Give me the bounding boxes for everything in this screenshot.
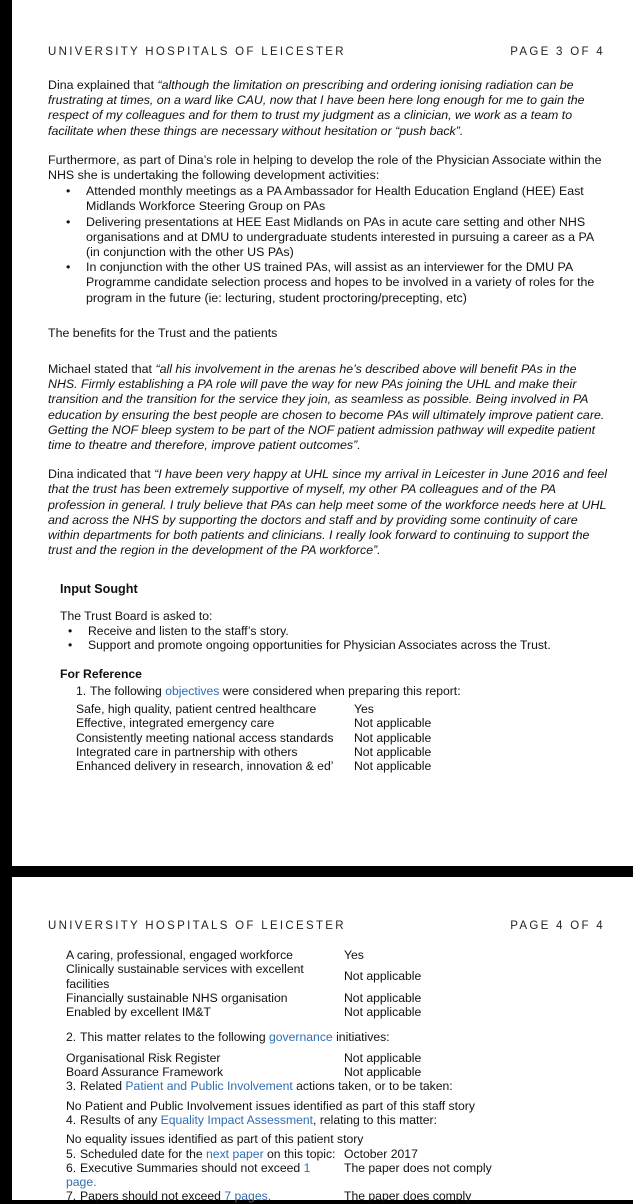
objective-label: Effective, integrated emergency care [76, 716, 275, 731]
table-row [66, 1005, 421, 1019]
page-body [48, 78, 609, 774]
governance-table [66, 1051, 421, 1080]
objective-value: Not applicable [344, 1005, 422, 1020]
table-row [66, 948, 421, 962]
objective-label: Safe, high quality, patient centred healthcare [76, 702, 317, 717]
reference-4-answer: No equality issues identified as part of this patient story [66, 1132, 364, 1147]
table-row [66, 962, 421, 991]
header-page-number: PAGE 4 OF 4 [510, 920, 605, 932]
reference-item-4 [66, 1113, 609, 1127]
reference-number: 6. [66, 1160, 77, 1175]
reference-number: 1. [76, 683, 87, 698]
paragraph-lead: Dina indicated that [48, 467, 155, 482]
reference-text [66, 1147, 344, 1161]
objective-value: Yes [344, 948, 364, 962]
reference-text: Results of any [80, 1112, 161, 1127]
input-sought-heading: Input Sought [60, 582, 138, 597]
objective-label: Clinically sustainable services with excellent facilities [66, 962, 304, 991]
reference-text: , relating to this matter: [313, 1112, 438, 1127]
paragraph-quote: “all his involvement in the arenas he’s described above will benefit PAs in the NHS. Firmly establishing a PA role will pave the way for new PAs joining the UHL and make their transition and the transition for the service they join, as seamless as possible. Being involved in PA education by ensuring the best people are chosen to become PAs will ultimately improve patient care. Getting the NOF bleep system to be part of the NOF patient admission pathway will expedite patient time to theatre and therefore, improve patient outcomes”. [48, 362, 605, 453]
reference-text: actions taken, or to be taken: [292, 1079, 453, 1094]
paragraph-dina-explained [48, 78, 609, 139]
reference-item-2 [66, 1030, 609, 1044]
table-row [76, 702, 431, 716]
scheduled-date-value: October 2017 [344, 1146, 418, 1161]
list-item: • Support and promote ongoing opportunities for Physician Associates across the Trust. [88, 638, 609, 652]
list-item: • Receive and listen to the staff’s story. [88, 624, 609, 638]
objective-value: Not applicable [354, 716, 432, 731]
development-activities-list [48, 184, 609, 306]
reference-item-3 [66, 1079, 609, 1093]
document-page-4 [12, 877, 633, 1204]
reference-text: Papers should not exceed [80, 1189, 225, 1204]
objectives-table-continued [66, 948, 421, 1019]
reference-3-answer: No Patient and Public Involvement issues identified as part of this staff story [66, 1098, 475, 1113]
header-organisation: UNIVERSITY HOSPITALS OF LEICESTER [48, 46, 346, 58]
governance-label: Board Assurance Framework [66, 1065, 224, 1080]
equality-impact-assessment-link[interactable]: Equality Impact Assessment [160, 1112, 314, 1127]
reference-text: Scheduled date for the [80, 1146, 207, 1161]
reference-item-1 [76, 684, 609, 698]
objective-value: Not applicable [354, 759, 432, 774]
table-row [76, 716, 431, 730]
paragraph-lead: Dina explained that [48, 78, 158, 92]
reference-number: 7. [66, 1189, 77, 1204]
governance-link[interactable]: governance [269, 1030, 333, 1045]
reference-text [66, 1161, 344, 1190]
table-row [66, 1065, 421, 1079]
objective-value: Not applicable [344, 990, 422, 1005]
reference-number: 5. [66, 1146, 77, 1161]
paragraph-dina-indicated [48, 467, 609, 558]
reference-text: were considered when preparing this report: [219, 683, 461, 698]
reference-number: 3. [66, 1079, 77, 1094]
page-header [48, 46, 605, 58]
benefits-heading: The benefits for the Trust and the patients [48, 325, 278, 340]
reference-number: 4. [66, 1112, 77, 1127]
table-row [76, 745, 431, 759]
reference-item-5 [66, 1147, 609, 1161]
input-sought-intro: The Trust Board is asked to: [60, 608, 213, 623]
seven-pages-link[interactable]: 7 pages. [224, 1189, 272, 1204]
next-paper-link[interactable]: next paper [206, 1146, 264, 1161]
objective-label: Enhanced delivery in research, innovation & ed’ [76, 759, 334, 774]
governance-value: Not applicable [344, 1050, 422, 1065]
objective-label: Financially sustainable NHS organisation [66, 990, 288, 1005]
objective-value: Not applicable [344, 969, 422, 984]
paragraph-quote: “I have been very happy at UHL since my arrival in Leicester in June 2016 and feel that the trust has been extremely supportive of myself, my other PA colleagues and of the PA profession in general. I truly believe that PAs can help meet some of the workforce needs here at UHL and across the NHS by supporting the doctors and staff and by providing some continuity of care within departments for both patients and clinicians. I really look forward to continuing to support the trust and the region in the development of the PA workforce”. [48, 467, 608, 558]
objectives-table [76, 702, 431, 773]
header-organisation: UNIVERSITY HOSPITALS OF LEICESTER [48, 920, 346, 932]
objective-label: A caring, professional, engaged workforce [66, 948, 293, 962]
compliance-value: The paper does not comply [344, 1160, 492, 1175]
table-row [66, 1051, 421, 1065]
one-page-link[interactable]: 1 page. [66, 1160, 311, 1190]
objective-label: Integrated care in partnership with others [76, 745, 298, 760]
objective-value: Not applicable [354, 745, 432, 760]
paragraph-quote: “although the limitation on prescribing and ordering ionising radiation can be frustrating at times, on a ward like CAU, now that I have been here long enough for me to gain the respect of my colleagues and for them to trust my judgment as a clinician, we work as a team to facilitate when these things are necessary without hesitation or “push back”. [48, 78, 585, 138]
objective-value: Yes [354, 702, 374, 717]
input-sought-list [48, 624, 609, 653]
objective-label: Consistently meeting national access standards [76, 730, 334, 745]
list-item: • Attended monthly meetings as a PA Ambassador for Health Education England (HEE) East Midlands Workforce Steering Group on PAs [86, 184, 609, 214]
reference-item-6 [66, 1161, 609, 1190]
governance-value: Not applicable [344, 1065, 422, 1080]
paragraph-michael-stated [48, 362, 609, 453]
reference-text: Related [80, 1079, 126, 1094]
objective-value: Not applicable [354, 730, 432, 745]
list-item: • Delivering presentations at HEE East Midlands on PAs in acute care setting and other NHS organisations and at DMU to undergraduate students interested in pursuing a career as a PA (in conjunction with the other US PAs) [86, 215, 609, 261]
governance-label: Organisational Risk Register [66, 1050, 221, 1065]
reference-text: on this topic: [263, 1146, 336, 1161]
for-reference-heading: For Reference [60, 666, 142, 681]
reference-text: The following [90, 683, 166, 698]
table-row [66, 991, 421, 1005]
table-row [76, 759, 431, 773]
paragraph-lead: Michael stated that [48, 362, 156, 377]
document-page-3 [12, 0, 633, 866]
reference-text: Executive Summaries should not exceed [80, 1160, 304, 1175]
reference-number: 2. [66, 1030, 77, 1045]
page-header [48, 920, 605, 932]
list-item: • In conjunction with the other US trained PAs, will assist as an interviewer for the DMU PA Programme candidate selection process and hopes to be involved in a variety of roles for the program in the future (ie: lecturing, student proctoring/precepting, etc) [86, 260, 609, 306]
reference-text: initiatives: [332, 1030, 390, 1045]
patient-public-involvement-link[interactable]: Patient and Public Involvement [125, 1079, 293, 1094]
objective-label: Enabled by excellent IM&T [66, 1005, 211, 1020]
objectives-link[interactable]: objectives [165, 683, 220, 698]
reference-item-7 [66, 1189, 609, 1203]
reference-text: This matter relates to the following [80, 1030, 269, 1045]
header-page-number: PAGE 3 OF 4 [510, 46, 605, 58]
table-row [76, 731, 431, 745]
paragraph-development-intro: Furthermore, as part of Dina’s role in helping to develop the role of the Physician Associate within the NHS she is undertaking the following development activities: [48, 152, 602, 183]
compliance-value: The paper does comply [344, 1189, 472, 1204]
reference-text [66, 1189, 344, 1203]
page-body [54, 948, 609, 1204]
